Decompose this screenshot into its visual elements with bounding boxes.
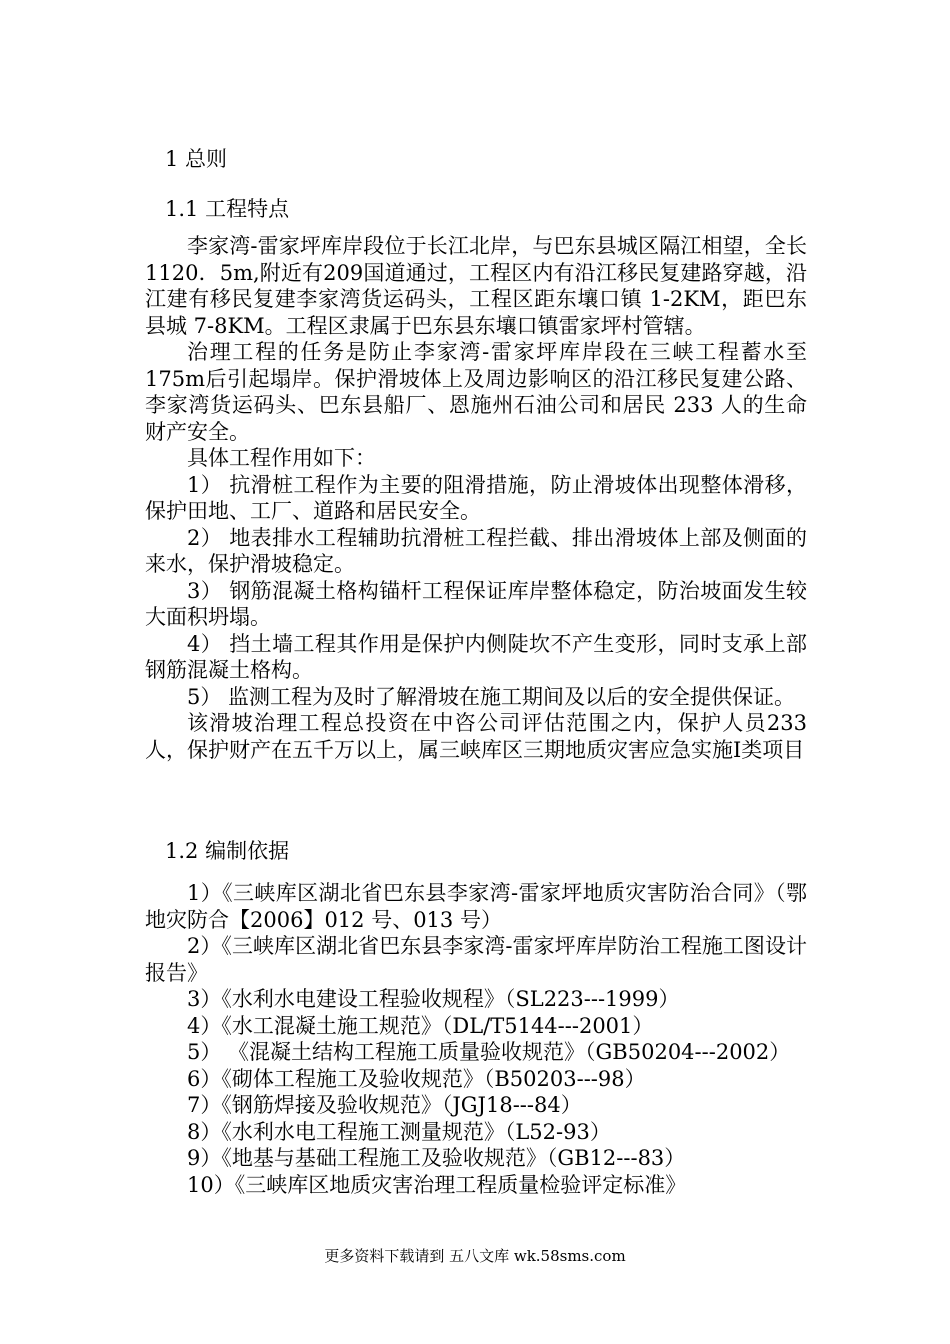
reference-item: 10）《三峡库区地质灾害治理工程质量检验评定标准》: [187, 1172, 687, 1197]
reference-item: 5） 《混凝土结构工程施工质量验收规范》（GB50204---2002）: [187, 1040, 791, 1064]
paragraph: 李家湾-雷家坪库岸段位于长江北岸，与巴东县城区隔江相望，全长1120．5m,附近有209国道通过，工程区内有沿江移民复建路穿越，沿江建有移民复建李家湾货运码头，工程区距东壤口镇 1-2KM，距巴东县城 7-8KM。工程区隶属于巴东县东壤口镇雷家坪村管辖。: [145, 234, 807, 338]
reference-item: 1）《三峡库区湖北省巴东县李家湾-雷家坪地质灾害防治合同》（鄂地灾防合【2006】012 号、013 号）: [145, 881, 807, 932]
paragraph: 具体工程作用如下：: [187, 446, 376, 470]
section-1-2-heading: 1.2 编制依据: [165, 839, 290, 863]
section-1-heading: 1 总则: [165, 147, 228, 171]
section-1-2-body: [145, 880, 807, 1198]
reference-item: 7）《钢筋焊接及验收规范》（JGJ18---84）: [187, 1093, 582, 1117]
list-item: 4） 挡土墙工程其作用是保护内侧陡坎不产生变形，同时支承上部钢筋混凝土格构。: [145, 631, 807, 682]
reference-item: 9）《地基与基础工程施工及验收规范》（GB12---83）: [187, 1146, 686, 1170]
list-item: 2） 地表排水工程辅助抗滑桩工程拦截、排出滑坡体上部及侧面的来水，保护滑坡稳定。: [145, 525, 807, 576]
section-1-1-body: [145, 233, 807, 763]
reference-item: 3）《水利水电建设工程验收规程》（SL223---1999）: [187, 987, 680, 1011]
paragraph: 该滑坡治理工程总投资在中咨公司评估范围之内，保护人员233 人，保护财产在五千万以上，属三峡库区三期地质灾害应急实施Ⅰ类项目: [145, 711, 807, 762]
reference-item: 4）《水工混凝土施工规范》（DL/T5144---2001）: [187, 1013, 654, 1038]
section-1-1-heading: 1.1 工程特点: [165, 197, 290, 221]
reference-item: 2）《三峡库区湖北省巴东县李家湾-雷家坪库岸防治工程施工图设计报告》: [145, 934, 807, 985]
list-item: 3） 钢筋混凝土格构锚杆工程保证库岸整体稳定，防治坡面发生较大面积坍塌。: [145, 578, 807, 629]
reference-item: 6）《砌体工程施工及验收规范》（B50203---98）: [187, 1066, 646, 1091]
paragraph: 治理工程的任务是防止李家湾-雷家坪库岸段在三峡工程蓄水至175m后引起塌岸。保护滑坡体上及周边影响区的沿江移民复建公路、李家湾货运码头、巴东县船厂、恩施州石油公司和居民 233 人的生命财产安全。: [145, 340, 807, 444]
page-footer: 更多资料下载请到 五八文库 wk.58sms.com: [324, 1247, 626, 1265]
reference-item: 8）《水利水电工程施工测量规范》（L52-93）: [187, 1119, 611, 1144]
list-item: 5） 监测工程为及时了解滑坡在施工期间及以后的安全提供保证。: [187, 684, 796, 709]
list-item: 1） 抗滑桩工程作为主要的阻滑措施，防止滑坡体出现整体滑移，保护田地、工厂、道路和居民安全。: [145, 472, 807, 523]
